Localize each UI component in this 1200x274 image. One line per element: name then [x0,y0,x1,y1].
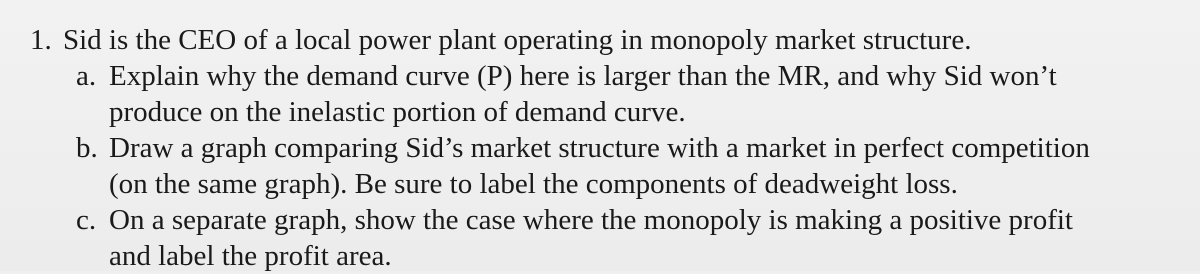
sub-question-text-line-2: produce on the inelastic portion of demand curve. [109,96,686,128]
question-number: 1. [30,24,52,56]
sub-question-text-line-2: and label the profit area. [109,240,392,272]
sub-question-letter: b. [76,132,98,164]
sub-question-a [76,58,1057,130]
sub-question-text-line-2: (on the same graph). Be sure to label the components of deadweight loss. [109,168,958,200]
sub-question-text-line-1: On a separate graph, show the case where the monopoly is making a positive profit [109,204,1073,236]
question-text: Sid is the CEO of a local power plant operating in monopoly market structure. [63,24,972,56]
sub-question-text-line-1: Explain why the demand curve (P) here is larger than the MR, and why Sid won’t [109,60,1057,92]
sub-question-letter: c. [76,204,97,236]
question-1 [30,22,971,58]
sub-question-letter: a. [76,60,97,92]
sub-question-c [76,202,1073,274]
sub-question-text-line-1: Draw a graph comparing Sid’s market structure with a market in perfect competition [109,132,1090,164]
sub-question-b [76,130,1090,202]
